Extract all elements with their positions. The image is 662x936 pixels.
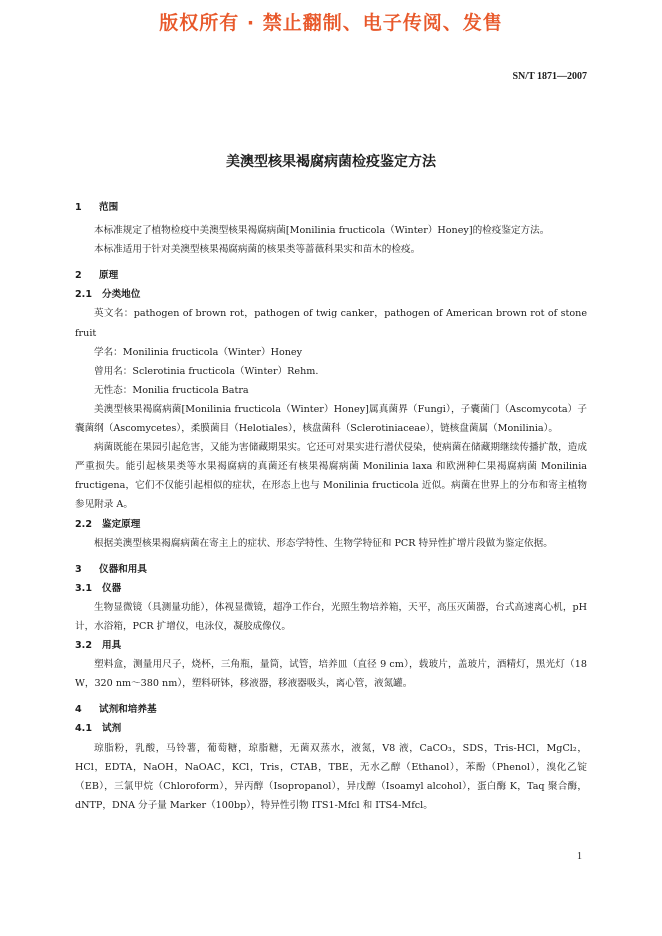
section-1-heading: 1 范围	[75, 202, 119, 213]
document-title: 美澳型核果褐腐病菌检疫鉴定方法	[226, 154, 436, 170]
identification-principle: 根据美澳型核果褐腐病菌在寄主上的症状、形态学特性、生物学特征和 PCR 特异性扩增片段做为鉴定依据。	[94, 537, 553, 549]
tools-paragraph: 塑料盒，测量用尺子，烧杯，三角瓶，量筒，试管，培养皿（直径 9 cm），载玻片，盖玻片，酒精灯，黑光灯（18 W，320 nm～380 nm），塑料研钵，移液器，移液器吸头，离心管，液氮罐。	[75, 659, 587, 690]
reagents-paragraph: 琼脂粉，乳酸，马铃薯，葡萄糖，琼脂糖，无菌双蒸水，液氮，V8 液，CaCO₃，SDS，Tris-HCl，MgCl₂，HCl，EDTA，NaOH，NaOAC，KCl，Tris，CTAB，TBE，无水乙醇（Ethanol），苯酚（Phenol），溴化乙锭（EB），三氯甲烷（Chloroform），异丙醇（Isopropanol），异戊醇（Isoamyl alcohol），蛋白酶 K，Taq 聚合酶，dNTP，DNA 分子量 Marker（100bp），特异性引物 ITS1-Mfcl 和 ITS4-Mfcl。	[75, 742, 587, 811]
harm-paragraph: 病菌既能在果园引起危害，又能为害储藏期果实。它还可对果实进行潜伏侵染，使病菌在储藏期继续传播扩散，造成严重损失。能引起核果类等水果褐腐病的真菌还有核果褐腐病菌 Monilinia laxa 和欧洲种仁果褐腐病菌 Monilinia fructigena，它们不仅能引起相似的症状，在形态上也与 Monilinia fructicola 近似。病菌在世界上的分布和寄主植物参见附录 A。	[75, 442, 587, 511]
taxonomy-paragraph: 美澳型核果褐腐病菌[Monilinia fructicola（Winter）Honey]属真菌界（Fungi），子囊菌门（Ascomycota）子囊菌纲（Ascomycetes），柔膜菌目（Helotiales），核盘菌科（Sclerotiniaceae），链核盘菌属（Monilinia）。	[75, 403, 587, 435]
section-3-1-heading: 3.1 仪器	[75, 582, 122, 594]
anamorph: 无性态：Monilia fructicola Batra	[94, 384, 249, 396]
scientific-name: 学名：Monilinia fructicola（Winter）Honey	[94, 346, 302, 358]
section-1-paragraph-2: 本标准适用于针对美澳型核果褐腐病菌的核果类等蔷薇科果实和苗木的检疫。	[94, 244, 421, 256]
section-2-1-heading: 2.1 分类地位	[75, 289, 141, 301]
instruments-paragraph: 生物显微镜（具测量功能），体视显微镜，超净工作台，光照生物培养箱，天平，高压灭菌器，台式高速离心机，pH 计，水浴箱，PCR 扩增仪，电泳仪，凝胶成像仪。	[75, 601, 587, 632]
document-body	[75, 198, 587, 815]
english-name: 英文名：pathogen of brown rot，pathogen of twig canker，pathogen of American brown rot of stone fruit	[75, 308, 587, 339]
former-name: 曾用名：Sclerotinia fructicola（Winter）Rehm.	[94, 365, 319, 377]
section-2-2-heading: 2.2 鉴定原理	[75, 518, 141, 530]
section-2-heading: 2 原理	[75, 270, 119, 282]
watermark: 版权所有 · 禁止翻制、电子传阅、发售	[159, 12, 503, 34]
section-4-1-heading: 4.1 试剂	[75, 723, 122, 735]
standard-code: SN/T 1871—2007	[512, 71, 587, 82]
section-4-heading: 4 试剂和培养基	[75, 704, 157, 716]
section-3-heading: 3 仪器和用具	[75, 563, 147, 575]
section-1-paragraph-1: 本标准规定了植物检疫中美澳型核果褐腐病菌[Monilinia fructicola（Winter）Honey]的检疫鉴定方法。	[94, 225, 550, 237]
section-3-2-heading: 3.2 用具	[75, 640, 122, 652]
page-number: 1	[577, 851, 582, 862]
